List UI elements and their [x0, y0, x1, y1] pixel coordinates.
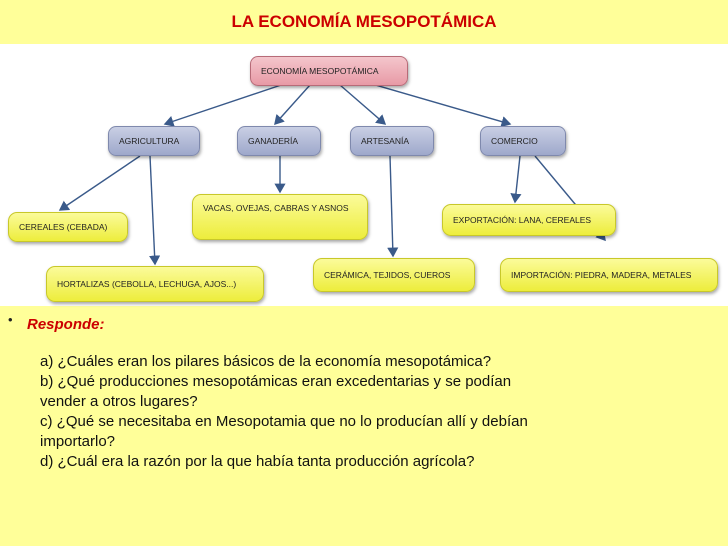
- node-importacion: IMPORTACIÓN: PIEDRA, MADERA, METALES: [500, 258, 718, 292]
- node-artesania: ARTESANÍA: [350, 126, 434, 156]
- connector-root-comercio: [365, 82, 510, 124]
- connector-artesania-ceramica: [390, 156, 393, 256]
- connector-comercio-exportacion: [515, 156, 520, 202]
- node-hortalizas: HORTALIZAS (CEBOLLA, LECHUGA, AJOS...): [46, 266, 264, 302]
- questions-section: [0, 306, 728, 546]
- bullet-icon: •: [8, 312, 13, 327]
- question-b-line1: b) ¿Qué producciones mesopotámicas eran excedentarias y se podían: [40, 373, 512, 390]
- node-agricultura: AGRICULTURA: [108, 126, 200, 156]
- node-cereales: CEREALES (CEBADA): [8, 212, 128, 242]
- question-b-line2: vender a otros lugares?: [40, 393, 198, 410]
- page-title: LA ECONOMÍA MESOPOTÁMICA: [231, 12, 497, 31]
- node-ganaderia: GANADERÍA: [237, 126, 321, 156]
- node-animales: VACAS, OVEJAS, CABRAS Y ASNOS: [192, 194, 368, 240]
- connector-root-artesania: [340, 85, 385, 124]
- node-comercio: COMERCIO: [480, 126, 566, 156]
- connector-root-agricultura: [165, 82, 290, 124]
- connector-root-ganaderia: [275, 85, 310, 124]
- connector-agricultura-cereales: [60, 156, 140, 210]
- node-exportacion: EXPORTACIÓN: LANA, CEREALES: [442, 204, 616, 236]
- question-c-line1: c) ¿Qué se necesitaba en Mesopotamia que no lo producían allí y debían: [40, 413, 528, 430]
- question-c-line2: importarlo?: [40, 433, 116, 450]
- node-economia-mesopotamica: ECONOMÍA MESOPOTÁMICA: [250, 56, 408, 86]
- connector-agricultura-hortalizas: [150, 156, 155, 264]
- question-list: [40, 352, 700, 472]
- question-d: d) ¿Cuál era la razón por la que había tanta producción agrícola?: [40, 453, 475, 470]
- responde-heading: Responde:: [27, 316, 105, 333]
- concept-map: [0, 44, 728, 306]
- node-ceramica: CERÁMICA, TEJIDOS, CUEROS: [313, 258, 475, 292]
- question-a: a) ¿Cuáles eran los pilares básicos de la economía mesopotámica?: [40, 353, 492, 370]
